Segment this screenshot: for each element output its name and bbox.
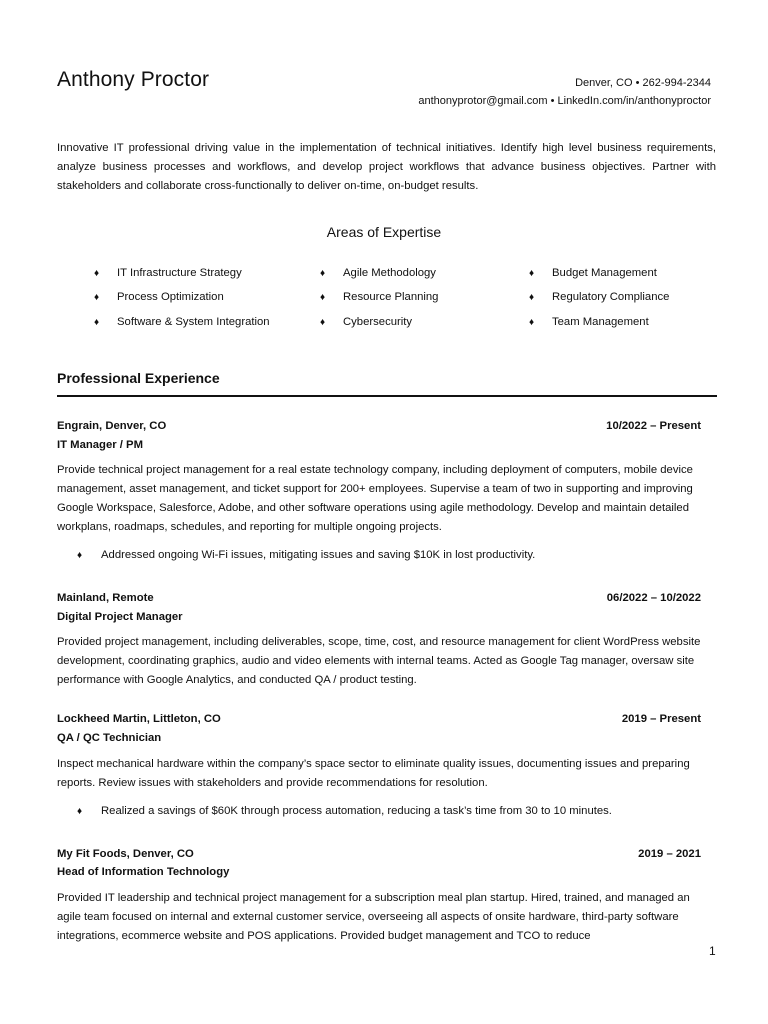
- diamond-bullet-icon: ♦: [320, 317, 326, 328]
- diamond-bullet-icon: ♦: [94, 292, 100, 303]
- expertise-item: Cybersecurity: [343, 316, 413, 328]
- job-achievement: Addressed ongoing Wi-Fi issues, mitigating issues and saving $10K in lost productivity.: [101, 549, 536, 561]
- job-description: Inspect mechanical hardware within the company’s space sector to eliminate quality issues, documenting issues and preparing reports. Review issues with stakeholders and provide recommendations for resolution.: [57, 758, 690, 789]
- expertise-item: Regulatory Compliance: [552, 291, 670, 303]
- diamond-bullet-icon: ♦: [320, 292, 326, 303]
- expertise-item: IT Infrastructure Strategy: [117, 267, 242, 279]
- job-company: Mainland, Remote: [57, 592, 154, 604]
- job-dates: 10/2022 – Present: [606, 420, 701, 432]
- job-company: My Fit Foods, Denver, CO: [57, 848, 194, 860]
- professional-summary: Innovative IT professional driving value in the implementation of technical initiatives. Identify high level business requirements, analyze business processes and workflows, and develop project workflows that advance business objectives. Partner with stakeholders and collaborate cross-functionally to deliver on-time, on-budget results.: [57, 142, 716, 192]
- page-number: 1: [709, 944, 716, 958]
- job-company: Engrain, Denver, CO: [57, 420, 167, 432]
- diamond-bullet-icon: ♦: [529, 317, 535, 328]
- job-description: Provide technical project management for a real estate technology company, including deployment of computers, mobile device management, asset management, and ticket support for 200+ employees. Supervise a team of two in supporting and improving Google Workspace, Salesforce, Adobe, and other software operations using agile methodology. Develop and maintain detailed workplans, roadmaps, schedules, and reporting for multiple ongoing projects.: [57, 464, 693, 533]
- expertise-item: Team Management: [552, 316, 649, 328]
- job-dates: 2019 – 2021: [638, 848, 701, 860]
- diamond-bullet-icon: ♦: [94, 268, 100, 279]
- diamond-bullet-icon: ♦: [94, 317, 100, 328]
- diamond-bullet-icon: ♦: [77, 806, 83, 817]
- job-dates: 2019 – Present: [621, 713, 701, 725]
- candidate-name: Anthony Proctor: [57, 68, 210, 91]
- expertise-item: Process Optimization: [117, 291, 224, 303]
- expertise-item: Software & System Integration: [117, 316, 270, 328]
- areas-of-expertise-heading: Areas of Expertise: [326, 224, 442, 240]
- job-dates: 06/2022 – 10/2022: [606, 592, 701, 604]
- job-company: Lockheed Martin, Littleton, CO: [57, 713, 221, 725]
- job-title: Head of Information Technology: [57, 866, 230, 878]
- professional-experience-heading: Professional Experience: [57, 370, 220, 386]
- contact-location-phone: Denver, CO • 262-994-2344: [575, 77, 711, 89]
- job-description: Provided project management, including deliverables, scope, time, cost, and resource management for client WordPress website development, coordinating graphics, audio and video elements with internal teams. Acted as Google Tag manager, oversaw site performance with Google Analytics, and conducted QA / product testing.: [57, 636, 701, 686]
- job-description: Provided IT leadership and technical project management for a subscription meal plan startup. Hired, trained, and managed an agile team focused on internal and external customer service, overseeing all aspects of onsite hardware, third-party software integrations, ecommerce website and POS applications. Provided budget management and TCO to reduce: [57, 892, 690, 942]
- expertise-item: Resource Planning: [343, 291, 439, 303]
- contact-email-linkedin: anthonyprotor@gmail.com • LinkedIn.com/in/anthonyproctor: [418, 95, 711, 107]
- expertise-item: Agile Methodology: [343, 267, 436, 279]
- diamond-bullet-icon: ♦: [77, 550, 83, 561]
- section-divider: [57, 395, 717, 397]
- job-title: Digital Project Manager: [57, 611, 183, 623]
- job-achievement: Realized a savings of $60K through process automation, reducing a task’s time from 30 to 10 minutes.: [101, 805, 612, 817]
- expertise-item: Budget Management: [552, 267, 657, 279]
- diamond-bullet-icon: ♦: [320, 268, 326, 279]
- diamond-bullet-icon: ♦: [529, 292, 535, 303]
- diamond-bullet-icon: ♦: [529, 268, 535, 279]
- job-title: QA / QC Technician: [57, 732, 162, 744]
- job-title: IT Manager / PM: [57, 439, 143, 451]
